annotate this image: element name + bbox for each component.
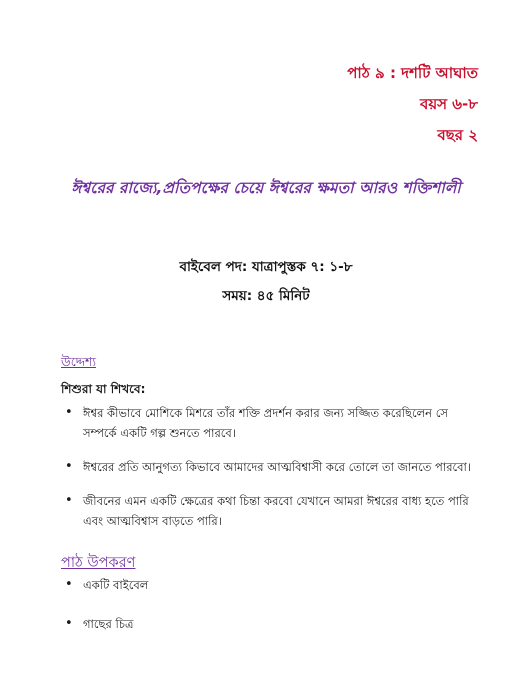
material-item: • একটি বাইবেল <box>61 575 481 595</box>
objective-item: • জীবনের এমন একটি ক্ষেত্রের কথা চিন্তা করবো যেখানে আমরা ঈশ্বরের বাধ্য হতে পারি এবং আত্মবিশ্বাস বাড়তে পারি। <box>61 491 481 531</box>
materials-list <box>61 575 481 653</box>
lesson-title: পাঠ ৯ : দশটি আঘাত <box>347 64 478 82</box>
objective-item: • ঈশ্বরের প্রতি আনুগত্য কিভাবে আমাদের আত্মবিশ্বাসী করে তোলে তা জানতে পারবো। <box>61 457 481 477</box>
materials-heading: পাঠ উপকরণ <box>61 555 136 571</box>
age-range: বয়স ৬-৮ <box>419 95 478 113</box>
objectives-heading: উদ্দেশ্য <box>61 354 97 369</box>
lesson-theme: ঈশ্বরের রাজ্যে,প্রতিপক্ষের চেয়ে ঈশ্বরের ক্ষমতা আরও শক্তিশালী <box>71 179 461 197</box>
objectives-intro: শিশুরা যা শিখবে: <box>61 382 146 396</box>
material-item: • গাছের চিত্র <box>61 614 481 634</box>
objective-item: • ঈশ্বর কীভাবে মোশিকে মিশরে তাঁর শক্তি প্রদর্শন করার জন্য সজ্জিত করেছিলেন সে সম্পর্কে একটি গল্প শুনতে পারবে। <box>61 403 481 443</box>
objectives-list <box>61 403 481 545</box>
year-label: বছর ২ <box>437 126 478 144</box>
bible-reference: বাইবেল পদ: যাত্রাপুস্তক ৭: ১-৮ <box>179 259 353 275</box>
lesson-duration: সময়: ৪৫ মিনিট <box>222 288 310 304</box>
